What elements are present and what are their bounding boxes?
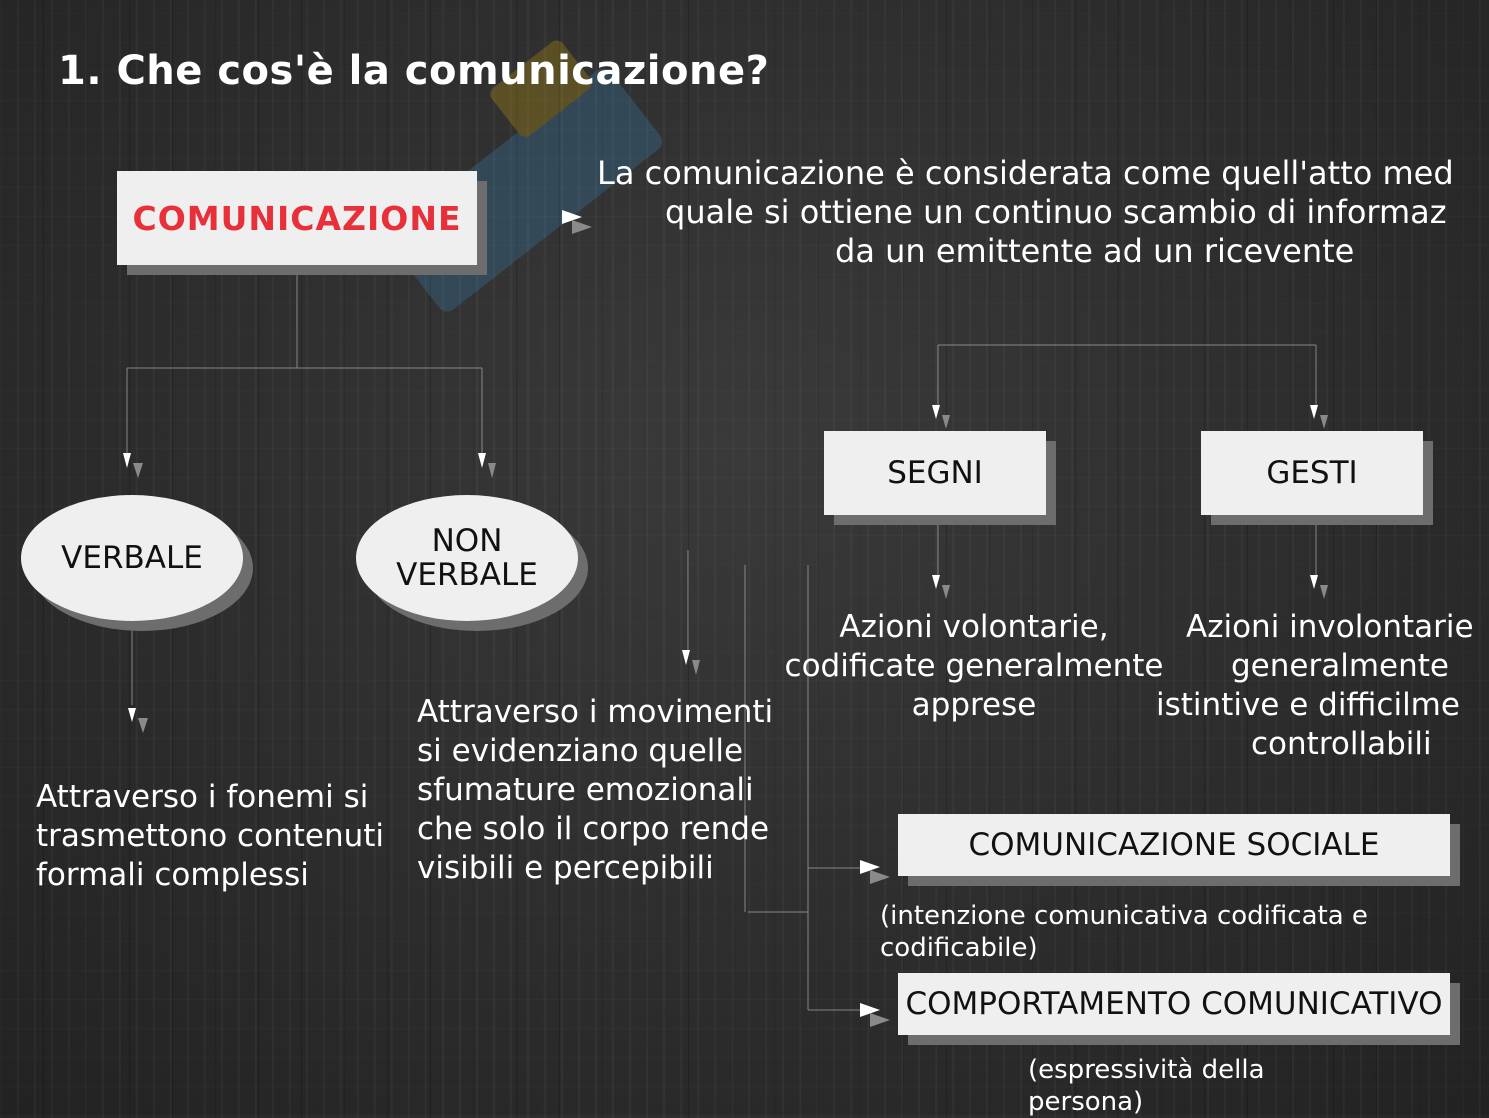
comportamento-comunicativo-node: COMPORTAMENTO COMUNICATIVO: [898, 973, 1450, 1035]
gesti-node: GESTI: [1201, 431, 1423, 515]
definition-text: La comunicazione è considerata come quell'atto med quale si ottiene un continuo scambio di informaz da un emittente ad un ricevente: [597, 154, 1454, 270]
segni-description: Azioni volontarie, codificate generalmente apprese: [784, 609, 1164, 723]
verbale-description: Attraverso i fonemi si trasmettono contenuti formali complessi: [36, 779, 385, 893]
root-node-label: COMUNICAZIONE: [132, 198, 462, 238]
comunicazione-sociale-node: COMUNICAZIONE SOCIALE: [898, 814, 1450, 876]
root-node-comunicazione: [117, 171, 477, 265]
non-verbale-description: Attraverso i movimenti si evidenziano quelle sfumature emozionali che solo il corpo rende visibili e percepibili: [417, 694, 774, 886]
gesti-description: Azioni involontarie generalmente istintive e difficilme controllabili: [1156, 609, 1474, 762]
page-title: 1. Che cos'è la comunicazione?: [58, 48, 770, 94]
comunicazione-sociale-note: (intenzione comunicativa codificata e codificabile): [880, 901, 1368, 963]
verbale-node: VERBALE: [21, 495, 243, 621]
segni-node: SEGNI: [824, 431, 1046, 515]
non-verbale-node: NON VERBALE: [356, 495, 578, 621]
comportamento-comunicativo-note: (espressività della persona): [1028, 1055, 1265, 1117]
